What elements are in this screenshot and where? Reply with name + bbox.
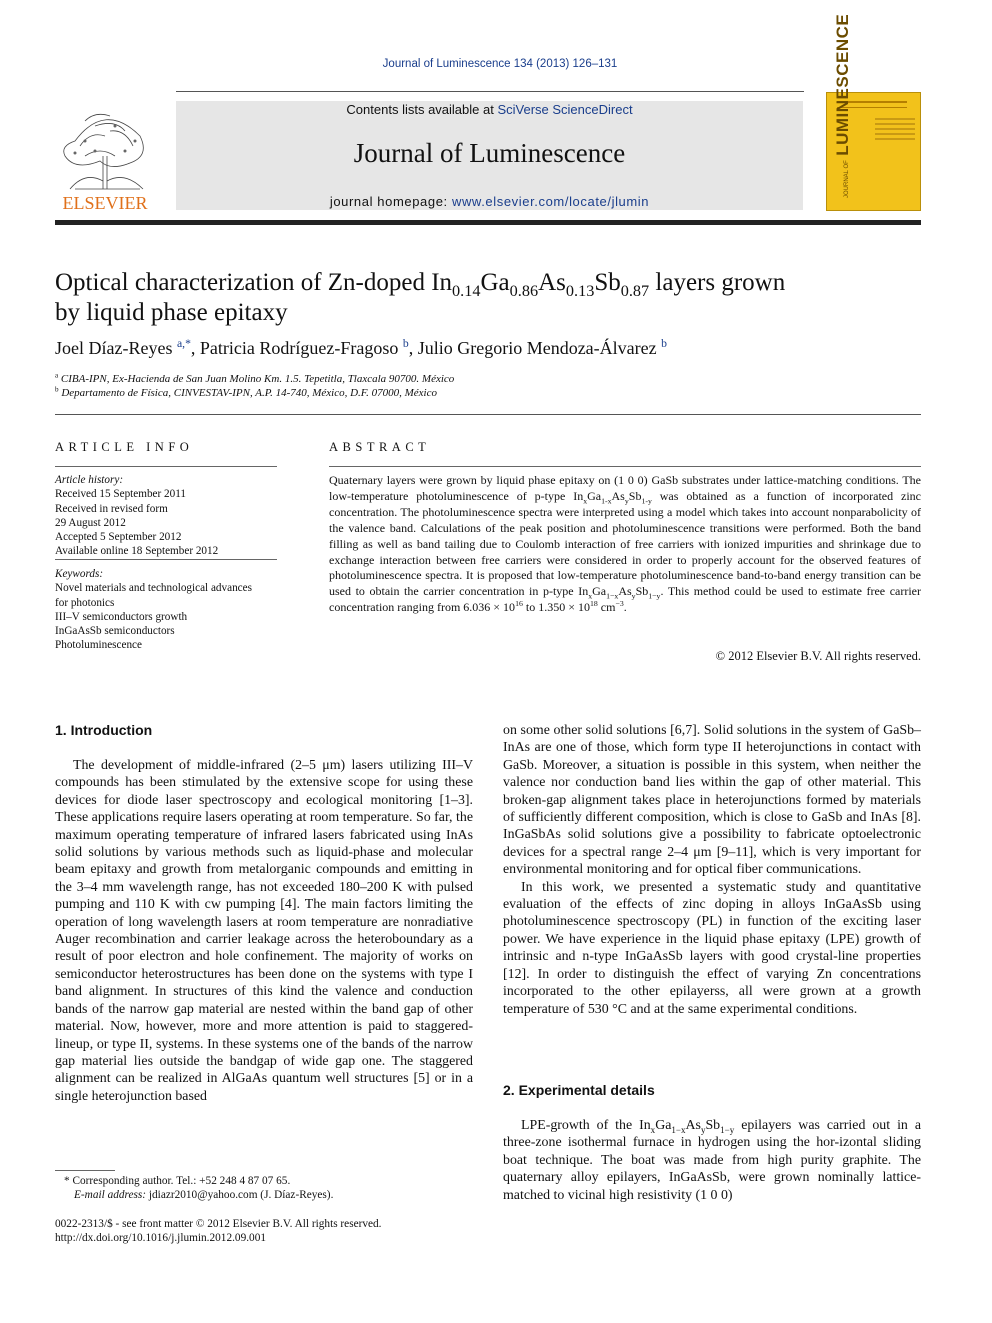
elsevier-logo — [55, 101, 155, 213]
keyword: InGaAsSb semiconductors — [55, 625, 175, 638]
homepage-link[interactable]: www.elsevier.com/locate/jlumin — [451, 194, 650, 209]
copyright: © 2012 Elsevier B.V. All rights reserved. — [715, 649, 921, 663]
journal-citation[interactable]: Journal of Luminescence 134 (2013) 126–131 — [382, 58, 618, 70]
keyword: Photoluminescence — [55, 639, 142, 652]
author-list: Joel Díaz-Reyes $^{a,*}$, Patricia Rodríguez-Fragoso $^b$, Julio Gregorio Mendoza-Álvarez $^b$ — [55, 337, 667, 358]
journal-title: Journal of Luminescence — [353, 138, 626, 168]
article-history: Article history: Received 15 September 2011 Received in revised form 29 August 2012 Accepted 5 September 2012 Available online 18 September 2012 — [55, 474, 219, 558]
email-note: E-mail address: jdiazr2010@yahoo.com (J. Díaz-Reyes). — [74, 1189, 334, 1201]
contents-line: Contents lists available at SciVerse ScienceDirect — [346, 102, 633, 117]
abstract-heading: ABSTRACT — [329, 440, 431, 454]
journal-cover[interactable] — [826, 13, 921, 211]
author-name[interactable]: Julio Gregorio Mendoza-Álvarez — [417, 338, 657, 358]
publisher-name: ELSEVIER — [62, 193, 148, 213]
intro-heading: 1. Introduction — [55, 722, 153, 738]
keyword: Novel materials and technological advances — [55, 582, 252, 595]
header-rule — [176, 91, 804, 92]
info-rule — [55, 559, 277, 560]
info-rule — [55, 466, 277, 467]
affiliation: $^b$ Departamento de Física, CINVESTAV-IPN, A.P. 14-740, México, D.F. 07000, México — [55, 385, 437, 399]
experimental-paragraph: LPE-growth of the $In_xGa_{1-x}As_ySb_{1-y}$ epilayers was carried out in a three-zone isothermal furnace in hydrogen using the hor-izontal sliding boat technique. The boat was made from high purity graphite. The quaternary alloy epilayers, InGaAsSb, were grown nominally lattice-matched to vicinal high resistivity (1 0 0) — [503, 1118, 921, 1203]
sciencedirect-link[interactable]: SciVerse ScienceDirect — [497, 102, 633, 117]
author-name[interactable]: Joel Díaz-Reyes — [55, 338, 173, 358]
journal-homepage: journal homepage: www.elsevier.com/locate/jlumin — [329, 194, 650, 209]
cover-title: JOURNAL OF LUMINESCENCE — [833, 13, 852, 198]
affiliation: $^a$ CIBA-IPN, Ex-Hacienda de San Juan Molino Km. 1.5. Tepetitla, Tlaxcala 90700. México — [55, 371, 455, 385]
article-info-heading: ARTICLE INFO — [55, 440, 194, 454]
experimental-heading: 2. Experimental details — [503, 1082, 655, 1098]
header-thick-rule — [55, 220, 921, 225]
corresponding-author-note: * Corresponding author. Tel.: +52 248 4 87 07 65. — [64, 1175, 291, 1187]
intro-paragraph: The development of middle-infrared (2–5 μm) lasers utilizing III–V compounds has been stimulated by the extensive scope for using these devices for diode laser spectroscopy and ecological monitoring [1–3]. These applications require lasers operating at room temperature. So far, the maximum operating temperature of infrared lasers fabricated using InAs solid solutions by various methods such as liquid-phase and molecular beam epitaxy and growth from metalorganic compounds and emitting in the 3–4 mm wavelength range, has not exceeded 180–200 K with pulsed pumping and 110 K with cw pumping [4]. The main factors limiting the operation of long wavelength lasers at room temperature are nonradiative Auger recombination and carrier leakage across the heteroboundary as a result of poor electron and hole confinement. The majority of works on semiconductor heterostructures has been done on the systems with type I band alignment. In structures of this kind the valence and conduction bands of the narrow gap material are nested within the band gap of other material. Now, however, more and more attention is paid to staggered-lineup, or type II, systems. In these systems one of the bands of the narrow gap material lies outside the bandgap of wide gap one. The staggered alignment can be realized in AlGaAs quantum well structures [5] or in a single heterojunction based — [55, 758, 473, 1104]
email-link[interactable]: jdiazr2010@yahoo.com (J. Díaz-Reyes). — [148, 1189, 334, 1201]
author-affiliation-mark[interactable]: b — [402, 337, 409, 350]
footnote-rule — [55, 1170, 115, 1171]
author-affiliation-mark[interactable]: b — [661, 337, 667, 350]
abstract-rule — [329, 466, 921, 467]
section-rule — [55, 414, 921, 415]
column-2-text: on some other solid solutions [6,7]. Solid solutions in the system of GaSb–InAs are one of those, which form type II heterojunctions in contact with GaSb. Moreover, a situation is possible in this system, when neither the valence nor conduction band lies within the gap of other material. This broken-gap alignment takes place in heterojunctions formed by materials of sufficiently different composition, which is close to GaSb and InAs [8]. InGaSbAs solid solutions give a possibility to fabricate optoelectronic devices for a spectral range 2–4 μm [9–11], which is very important for environmental monitoring and for optical fiber communications. In this work, we presented a systematic study and quantitative evaluation of the effects of zinc doping in alloys InGaAsSb using photoluminescence spectroscopy (PL) in function of the exciting laser power. We have experience in the liquid phase epitaxy (LPE) growth of intrinsic and n-type InGaAsSb layers with good crystal-line properties [12]. In order to distinguish the effect of varying Zn concentrations incorporated to the other epilayerss, all were grown at a growth temperature of 530 °C and at the same experimental conditions. — [503, 723, 921, 1017]
author-affiliation-mark[interactable]: a,* — [176, 337, 191, 350]
cover-lines — [875, 115, 915, 143]
article-title: Optical characterization of Zn-doped $In_{0.14}Ga_{0.86}As_{0.13}Sb_{0.87}$ layers grown by liquid phase epitaxy — [55, 269, 786, 326]
author-name[interactable]: Patricia Rodríguez-Fragoso — [199, 338, 399, 358]
keyword: III–V semiconductors growth — [55, 610, 188, 623]
keywords: Keywords: Novel materials and technological advances for photonics III–V semiconductors growth InGaAsSb semiconductors Photoluminescence — [55, 567, 295, 653]
keyword: for photonics — [55, 596, 115, 609]
doi-link[interactable]: http://dx.doi.org/10.1016/j.jlumin.2012.09.001 — [55, 1232, 266, 1244]
abstract-text: Quaternary layers were grown by liquid phase epitaxy on (1 0 0) GaSb substrates under lattice-matching conditions. The low-temperature photoluminescence of p-type $In_xGa_{1-x}As_ySb_{1-y}$ was obtained as a function of incorporated zinc concentration. The photoluminescence spectra were interpreted using a model which takes into account nonparabolicity of the valence band. Calculations of the peak position and photoluminescence transitions were performed. Both the band filling as well as band tailing due to Coulomb interaction of free carriers with ionized impurities and shrinkage due to exchange interaction between free carriers were considered in order to properly account for the observed features of photoluminescence spectra. It is proposed that low-temperature photoluminescence band-to-band energy transition can be used to obtain the carrier concentration in p-type $In_xGa_{1-x}As_ySb_{1-y}$. This method could be used to estimate free carrier concentration ranging from $6.036 \times 10^{16}$ to $1.350 \times 10^{18}$ $cm^{-3}$. — [329, 473, 922, 615]
issn-line: 0022-2313/$ - see front matter © 2012 Elsevier B.V. All rights reserved. — [55, 1218, 382, 1230]
